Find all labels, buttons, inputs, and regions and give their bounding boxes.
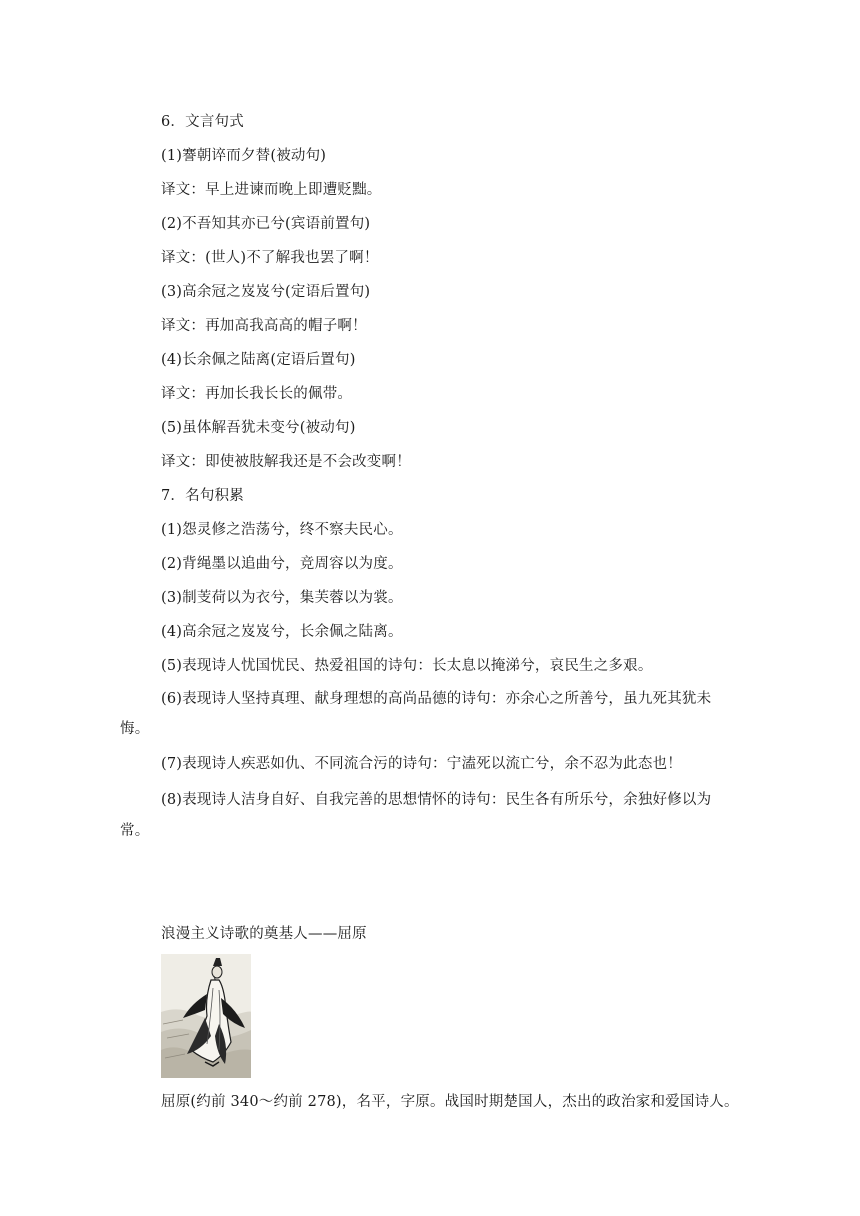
sentence-2: (2)不吾知其亦已兮(宾语前置句) (161, 216, 371, 232)
translation-4: 译文：再加长我长长的佩带。 (161, 386, 353, 402)
qu-yuan-portrait (161, 954, 251, 1078)
bio-text: 屈原(约前 340～约前 278)，名平，字原。战国时期楚国人，杰出的政治家和爱国诗人。 (161, 1094, 739, 1110)
bio-title: 浪漫主义诗歌的奠基人——屈原 (161, 926, 367, 942)
section7-heading: 7．名句积累 (161, 488, 244, 504)
quote-8-line2: 常。 (120, 823, 150, 839)
sentence-1: (1)謇朝谇而夕替(被动句) (161, 148, 327, 164)
sentence-5: (5)虽体解吾犹未变兮(被动句) (161, 420, 356, 436)
sentence-3: (3)高余冠之岌岌兮(定语后置句) (161, 284, 371, 300)
quote-1: (1)怨灵修之浩荡兮，终不察夫民心。 (161, 522, 403, 538)
translation-1: 译文：早上进谏而晚上即遭贬黜。 (161, 182, 382, 198)
translation-3: 译文：再加高我高高的帽子啊！ (161, 318, 367, 334)
quote-3: (3)制芰荷以为衣兮，集芙蓉以为裳。 (161, 590, 403, 606)
quote-4: (4)高余冠之岌岌兮，长余佩之陆离。 (161, 624, 403, 640)
quote-6-line1: (6)表现诗人坚持真理、献身理想的高尚品德的诗句：亦余心之所善兮，虽九死其犹未 (161, 691, 712, 707)
translation-5: 译文：即使被肢解我还是不会改变啊！ (161, 454, 411, 470)
translation-2: 译文：(世人)不了解我也罢了啊！ (161, 250, 379, 266)
quote-5: (5)表现诗人忧国忧民、热爱祖国的诗句：长太息以掩涕兮，哀民生之多艰。 (161, 658, 653, 674)
quote-8-line1: (8)表现诗人洁身自好、自我完善的思想情怀的诗句：民生各有所乐兮，余独好修以为 (161, 792, 712, 808)
section6-heading: 6．文言句式 (161, 114, 244, 130)
quote-2: (2)背绳墨以追曲兮，竞周容以为度。 (161, 556, 403, 572)
quote-6-line2: 悔。 (120, 721, 150, 737)
sentence-4: (4)长余佩之陆离(定语后置句) (161, 352, 356, 368)
quote-7: (7)表现诗人疾恶如仇、不同流合污的诗句：宁溘死以流亡兮，余不忍为此态也！ (161, 756, 682, 772)
